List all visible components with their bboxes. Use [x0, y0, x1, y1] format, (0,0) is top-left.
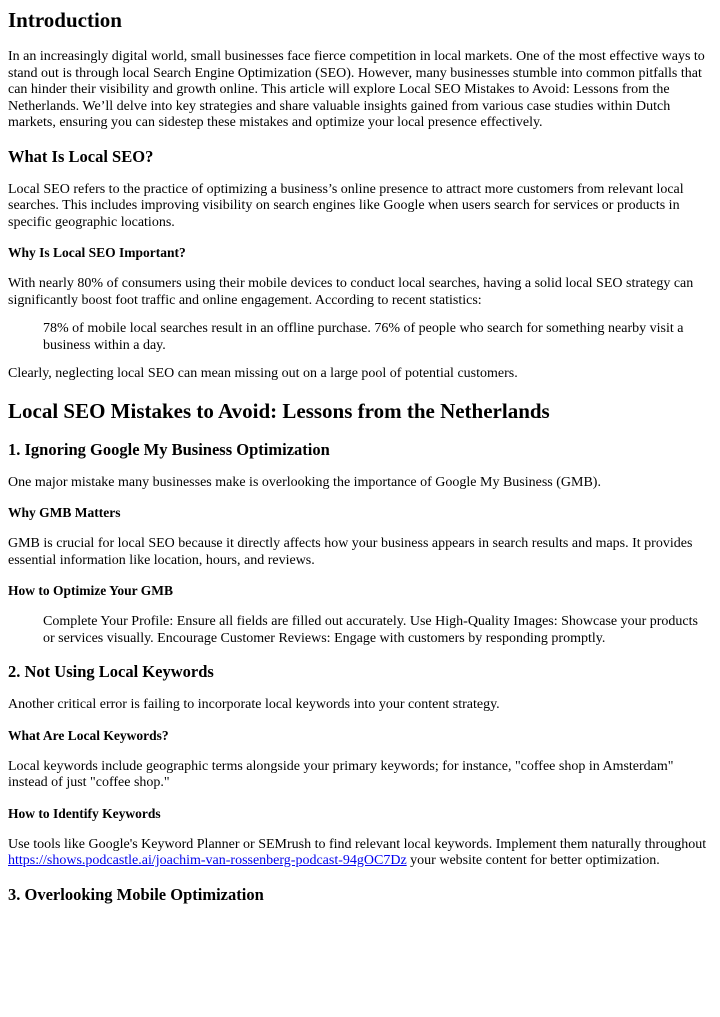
local-keywords-paragraph: Another critical error is failing to incorporate local keywords into your content strategy. — [8, 697, 500, 712]
what-is-local-seo-heading: What Is Local SEO? — [8, 146, 154, 166]
gmb-heading: 1. Ignoring Google My Business Optimization — [8, 439, 330, 459]
identify-keywords-heading: How to Identify Keywords — [8, 805, 161, 821]
closing-paragraph: Clearly, neglecting local SEO can mean missing out on a large pool of potential customers. — [8, 366, 518, 381]
what-is-local-seo-paragraph: Local SEO refers to the practice of optimizing a business’s online presence to attract more customers from relevant local searches. This includes improving visibility on search engines like Google when users search for services or products in specific geographic locations. — [8, 181, 684, 230]
optimize-gmb-heading: How to Optimize Your GMB — [8, 583, 173, 598]
introduction-paragraph: In an increasingly digital world, small businesses face fierce competition in local markets. One of the most effective ways to stand out is through local Search Engine Optimization (SEO). However, many businesses stumble into common pitfalls that can hinder their visibility and growth online. This article will explore Local SEO Mistakes to Avoid: Lessons from the Netherlands. We’ll delve into key strategies and share valuable insights gained from various case studies within Dutch markets, ensuring you can sidestep these mistakes and optimize your local presence effectively. — [8, 49, 705, 130]
why-gmb-matters-heading: Why GMB Matters — [8, 505, 121, 520]
local-keywords-heading: 2. Not Using Local Keywords — [8, 662, 214, 681]
identify-keywords-paragraph — [8, 837, 712, 870]
what-are-local-keywords-heading: What Are Local Keywords? — [8, 727, 169, 743]
why-gmb-matters-paragraph: GMB is crucial for local SEO because it directly affects how your business appears in search results and maps. It provides essential information like location, hours, and reviews. — [8, 536, 693, 568]
identify-keywords-text-after: your website content for better optimization. — [406, 853, 660, 868]
podcast-link[interactable]: https://shows.podcastle.ai/joachim-van-rossenberg-podcast-94gOC7Dz — [8, 853, 407, 868]
optimize-gmb-quote: Complete Your Profile: Ensure all fields are filled out accurately. Use High-Quality Images: Showcase your products or services visually. Encourage Customer Reviews: Engage with customers by responding promptly. — [43, 614, 698, 646]
why-local-seo-important-heading: Why Is Local SEO Important? — [8, 245, 186, 260]
identify-keywords-text-before: Use tools like Google's Keyword Planner or SEMrush to find relevant local keywords. Implement them naturally throughout — [8, 836, 707, 852]
why-local-seo-important-paragraph: With nearly 80% of consumers using their mobile devices to conduct local searches, having a solid local SEO strategy can significantly boost foot traffic and online engagement. According to recent statistics: — [8, 276, 694, 308]
gmb-paragraph: One major mistake many businesses make is overlooking the importance of Google My Business (GMB). — [8, 474, 601, 490]
mobile-optimization-heading: 3. Overlooking Mobile Optimization — [8, 884, 264, 904]
what-are-local-keywords-paragraph: Local keywords include geographic terms alongside your primary keywords; for instance, "coffee shop in Amsterdam" instead of just "coffee shop." — [8, 758, 674, 790]
mistakes-heading: Local SEO Mistakes to Avoid: Lessons from the Netherlands — [8, 398, 550, 423]
statistics-quote: 78% of mobile local searches result in an offline purchase. 76% of people who search for something nearby visit a business within a day. — [43, 321, 684, 353]
introduction-heading: Introduction — [8, 8, 122, 32]
